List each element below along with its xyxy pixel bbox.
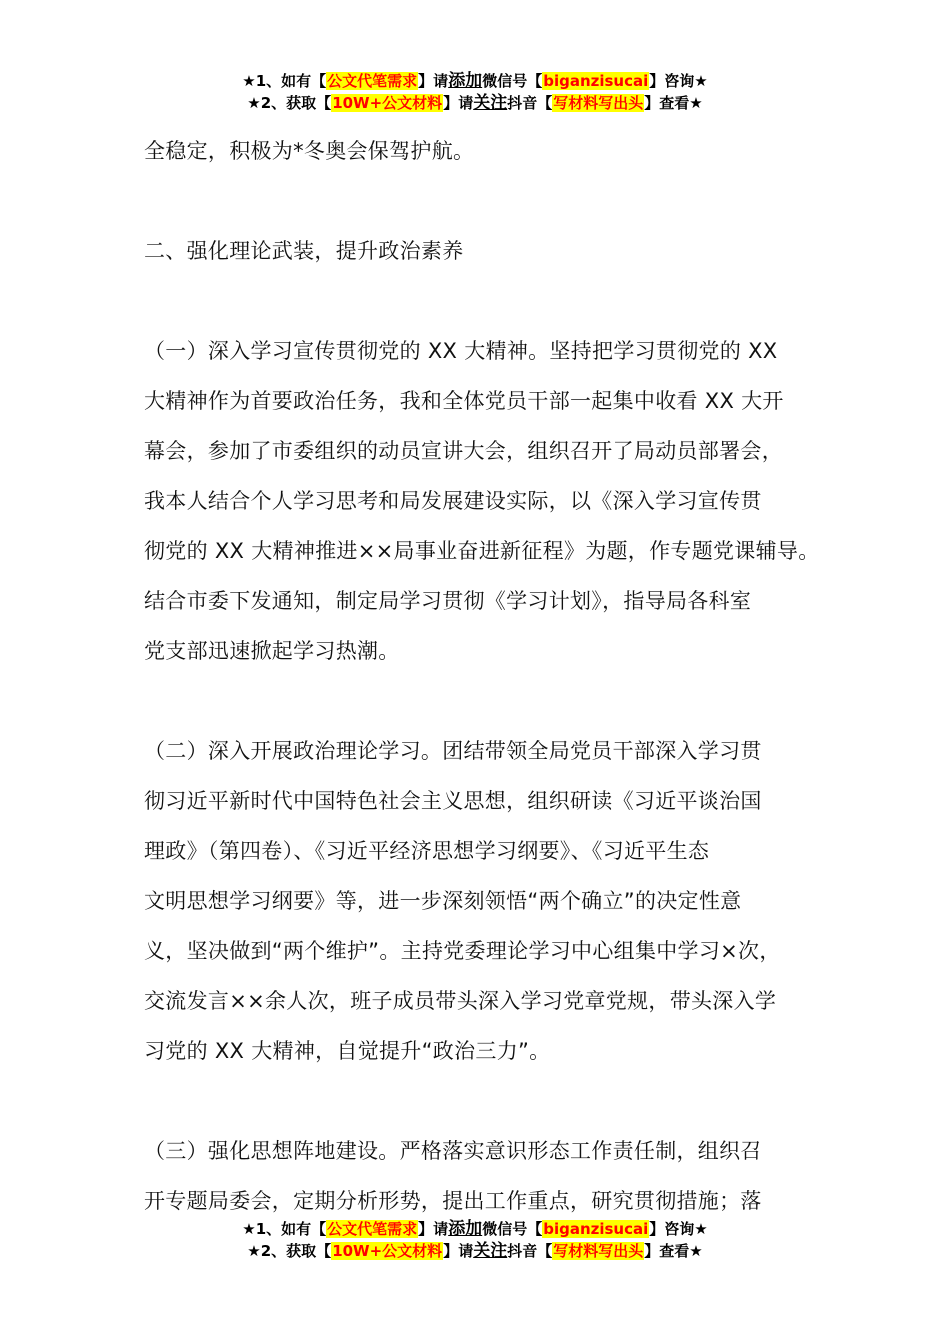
text-line: （三）强化思想阵地建设。严格落实意识形态工作责任制，组织召	[144, 1139, 762, 1163]
highlight-wechat-id: biganzisucai	[543, 72, 649, 90]
banner-text: ★1、如有【	[242, 1220, 327, 1238]
banner-emphasis: 关注	[473, 1241, 508, 1261]
banner-text: ★2、获取【	[247, 1242, 332, 1260]
banner-text: ★1、如有【	[242, 72, 327, 90]
banner-emphasis: 添加	[448, 71, 483, 91]
banner-line-1	[0, 70, 950, 92]
text-line: 交流发言××余人次，班子成员带头深入学习党章党规，带头深入学	[144, 989, 777, 1013]
highlight-materials: 10W+公文材料	[332, 1242, 443, 1260]
text-line: 结合市委下发通知，制定局学习贯彻《学习计划》，指导局各科室	[144, 589, 752, 613]
banner-text: 】请	[443, 1242, 474, 1260]
text-line: 开专题局委会，定期分析形势，提出工作重点，研究贯彻措施；落	[144, 1189, 762, 1213]
paragraph-continued: 全稳定，积极为*冬奥会保驾护航。	[144, 139, 475, 163]
text-line: 习党的 XX 大精神，自觉提升“政治三力”。	[144, 1039, 551, 1063]
banner-emphasis: 添加	[448, 1219, 483, 1239]
section-heading: 二、强化理论武装，提升政治素养	[144, 239, 464, 263]
text-line: 幕会，参加了市委组织的动员宣讲大会，组织召开了局动员部署会，	[144, 439, 783, 463]
banner-text: ★2、获取【	[247, 94, 332, 112]
text-line: 文明思想学习纲要》等，进一步深刻领悟“两个确立”的决定性意	[144, 889, 742, 913]
text-line: 彻党的 XX 大精神推进××局事业奋进新征程》为题，作专题党课辅导。	[144, 539, 820, 563]
banner-line-2	[0, 92, 950, 114]
footer-banner	[0, 1218, 950, 1262]
subsection-2	[144, 726, 834, 1076]
banner-text: 】咨询★	[649, 1220, 708, 1238]
banner-text: 微信号【	[482, 1220, 543, 1238]
text-line: （一）深入学习宣传贯彻党的 XX 大精神。坚持把学习贯彻党的 XX	[144, 339, 778, 363]
text-line: 党支部迅速掀起学习热潮。	[144, 639, 400, 663]
subsection-3	[144, 1126, 834, 1226]
banner-line-1	[0, 1218, 950, 1240]
banner-text: 】查看★	[644, 1242, 703, 1260]
header-banner	[0, 70, 950, 114]
banner-text: 】咨询★	[649, 72, 708, 90]
text-line: 彻习近平新时代中国特色社会主义思想，组织研读《习近平谈治国	[144, 789, 762, 813]
highlight-service: 公文代笔需求	[327, 1220, 418, 1238]
banner-line-2	[0, 1240, 950, 1262]
banner-text: 抖音【	[507, 94, 553, 112]
text-line: 大精神作为首要政治任务，我和全体党员干部一起集中收看 XX 大开	[144, 389, 784, 413]
highlight-service: 公文代笔需求	[327, 72, 418, 90]
text-line: （二）深入开展政治理论学习。团结带领全局党员干部深入学习贯	[144, 739, 762, 763]
banner-text: 】请	[418, 1220, 449, 1238]
highlight-wechat-id: biganzisucai	[543, 1220, 649, 1238]
highlight-materials: 10W+公文材料	[332, 94, 443, 112]
highlight-douyin-id: 写材料写出头	[553, 1242, 644, 1260]
document-body	[144, 126, 834, 1226]
banner-text: 】请	[443, 94, 474, 112]
banner-text: 】查看★	[644, 94, 703, 112]
banner-text: 微信号【	[482, 72, 543, 90]
banner-emphasis: 关注	[473, 93, 508, 113]
banner-text: 抖音【	[507, 1242, 553, 1260]
text-line: 我本人结合个人学习思考和局发展建设实际，以《深入学习宣传贯	[144, 489, 762, 513]
subsection-1	[144, 326, 834, 676]
highlight-douyin-id: 写材料写出头	[553, 94, 644, 112]
text-line: 理政》（第四卷）、《习近平经济思想学习纲要》、《习近平生态	[144, 839, 710, 863]
banner-text: 】请	[418, 72, 449, 90]
text-line: 义，坚决做到“两个维护”。主持党委理论学习中心组集中学习×次，	[144, 939, 781, 963]
